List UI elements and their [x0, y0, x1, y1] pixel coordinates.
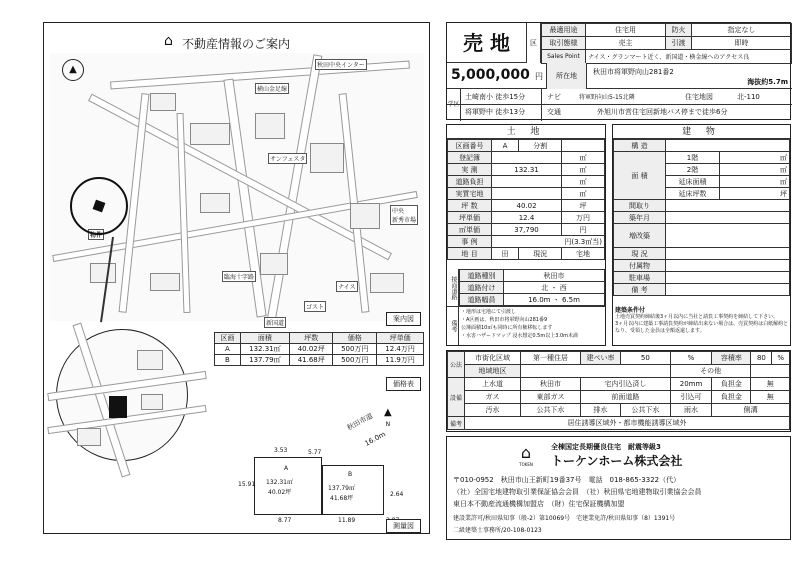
land-row	[448, 248, 605, 260]
kubun-label: 区	[527, 23, 541, 63]
land-row	[448, 176, 605, 188]
table-cell: 37,790	[492, 224, 562, 236]
table-cell: ガス	[465, 391, 521, 404]
price-header-row	[215, 333, 424, 344]
address-row	[547, 63, 792, 89]
price-col-kakaku: 価格	[333, 333, 377, 344]
table-row	[614, 152, 790, 164]
transport-label: 交通	[547, 108, 561, 116]
table-cell: 排水	[581, 404, 621, 417]
table-cell: 50	[621, 352, 671, 365]
table-row	[448, 352, 790, 365]
table-row	[542, 24, 792, 37]
lot-a-area: 132.31㎡	[266, 479, 293, 486]
table-row	[460, 294, 605, 306]
table-row	[448, 391, 790, 404]
table-cell: A	[492, 140, 519, 152]
table-cell: 増改築	[614, 224, 666, 248]
land-row	[448, 188, 605, 200]
table-cell: 区画番号	[448, 140, 492, 152]
table-cell: 備考	[448, 417, 465, 430]
price-cell: 41.68坪	[290, 355, 333, 366]
detail-map	[56, 329, 188, 461]
table-row	[614, 272, 790, 284]
survey-compass: ▲ N	[384, 407, 392, 428]
table-cell: 第一種住居	[521, 352, 581, 365]
value: 指定なし	[692, 24, 792, 37]
price-col-tanka: 坪単価	[377, 333, 424, 344]
school-2: 将軍野中 徒歩13分	[465, 108, 526, 116]
table-cell	[521, 365, 671, 378]
table-cell	[666, 224, 790, 248]
build-condition-text: 土地売買契約締結後3ヶ月以内に当社と請負工事契約を締結して下さい。	[615, 314, 779, 320]
table-cell: 事 例	[448, 236, 492, 248]
company-block	[446, 436, 791, 540]
table-cell	[666, 248, 790, 260]
table-row	[448, 378, 790, 391]
table-cell	[666, 272, 790, 284]
table-cell: ㎡	[562, 164, 605, 176]
table-cell: 秋田市	[504, 270, 605, 282]
land-row	[448, 152, 605, 164]
table-row	[542, 37, 792, 50]
price-col-menseki: 面積	[240, 333, 289, 344]
company-logo	[511, 443, 541, 469]
lot-b-name: B	[348, 471, 353, 478]
land-row	[448, 224, 605, 236]
table-row	[448, 417, 790, 430]
table-cell	[666, 140, 790, 152]
table-cell: 1階	[666, 152, 720, 164]
company-assoc-2: 東日本不動産流通機構加盟店 （財）住宅保証機構加盟	[453, 500, 625, 508]
price-cell: A	[215, 344, 241, 355]
table-cell: 40.02	[492, 200, 562, 212]
price-unit: 円	[535, 72, 543, 81]
table-cell: 公共下水	[621, 404, 671, 417]
label: 取引態様	[542, 37, 586, 50]
company-address: 〒010-0952 秋田市山王新町19番37号 電話 018-865-3322（代）	[453, 476, 681, 484]
table-cell: 円(3.3㎡当)	[492, 236, 605, 248]
land-title: 土 地	[447, 125, 605, 139]
map-label-ghost: ゴスト	[304, 301, 326, 312]
table-cell: 坪 数	[448, 200, 492, 212]
table-cell: 20mm	[670, 378, 712, 391]
map-label-road: 横山金足線	[255, 83, 289, 94]
price-value: 5,000,000	[451, 67, 530, 83]
price-cell: B	[215, 355, 241, 366]
lot-b-tsubo: 41.68坪	[330, 495, 354, 502]
table-cell: ㎡	[562, 152, 605, 164]
setsudo-block	[447, 269, 605, 307]
table-cell: 132.31	[492, 164, 562, 176]
table-cell	[666, 200, 790, 212]
setsudo-label: 接面道路	[447, 269, 459, 307]
table-cell: 負担金	[712, 378, 751, 391]
table-cell: 負担金	[712, 391, 751, 404]
company-name: トーケンホーム株式会社	[551, 454, 683, 468]
house-icon: ⌂	[164, 33, 173, 49]
table-cell: 延床面積	[666, 176, 720, 188]
table-cell: 汚水	[465, 404, 521, 417]
table-cell: 間取り	[614, 200, 666, 212]
label: Sales Point	[542, 50, 586, 64]
table-cell: 田	[492, 248, 519, 260]
land-row	[448, 140, 605, 152]
build-condition	[615, 307, 789, 345]
table-cell: ㎡	[720, 176, 790, 188]
table-cell: 雨水	[670, 404, 712, 417]
map-label-interchange: 秋田中央インター	[315, 59, 367, 70]
table-cell: 道路幅員	[460, 294, 504, 306]
value: 住宅用	[586, 24, 666, 37]
table-cell: 道路付け	[460, 282, 504, 294]
land-row	[448, 212, 605, 224]
gakku-label	[447, 89, 461, 121]
map-label-property: 物件	[88, 229, 104, 240]
table-cell: %	[772, 352, 790, 365]
company-license-2: 二級建築士事務所/20-108-0123	[453, 527, 542, 534]
build-condition-text: 3ヶ月以内に建築工事請負契約が締結出来ない場合は、売買契約は白紙解約となり、受領した金員は全額返還します。	[615, 321, 789, 334]
table-cell: 80	[751, 352, 772, 365]
table-cell: 円	[562, 224, 605, 236]
price-row	[215, 344, 424, 355]
table-cell: 無	[751, 378, 790, 391]
dim-label: 5.77	[308, 449, 322, 456]
table-row	[614, 224, 790, 248]
table-cell: 秋田市	[521, 378, 581, 391]
table-cell: ㎡	[562, 176, 605, 188]
price-box	[447, 63, 547, 89]
table-cell: %	[670, 352, 712, 365]
table-cell: 宅内引込済し	[581, 378, 671, 391]
table-cell: 16.0m ・ 6.5m	[504, 294, 605, 306]
table-cell: 公法	[448, 352, 465, 378]
map-label-market: 中央 新秀市場	[390, 205, 418, 225]
table-cell: 坪	[720, 188, 790, 200]
dim-label: 3.53	[274, 447, 288, 454]
table-cell: 備 考	[614, 284, 666, 296]
remark-line: ・水害ハザードマップ 浸水想定0.5m以上3.0m未満	[461, 333, 579, 339]
kouhou-table	[446, 350, 791, 432]
survey-road-width: 16.0m	[363, 430, 387, 448]
table-cell: 構 造	[614, 140, 666, 152]
dim-label: 15.91	[238, 481, 256, 488]
dim-label: 8.77	[278, 517, 292, 524]
table-cell: 12.4	[492, 212, 562, 224]
dim-label: 2.64	[390, 491, 404, 498]
map-title: 不動産情報のご案内	[182, 37, 291, 51]
value: 売主	[586, 37, 666, 50]
table-cell: 築年月	[614, 212, 666, 224]
address-label: 所在地	[547, 63, 587, 89]
table-cell: 面 積	[614, 152, 666, 200]
map-title-row	[164, 33, 364, 51]
table-cell: 北 ・ 西	[504, 282, 605, 294]
table-cell	[666, 260, 790, 272]
land-remarks-label: 備考	[447, 307, 459, 345]
school-1: 土崎南小 徒歩15分	[465, 93, 526, 101]
table-cell: 駐車場	[614, 272, 666, 284]
table-row	[614, 248, 790, 260]
table-cell	[492, 176, 562, 188]
lot-b-area: 137.79㎡	[328, 485, 355, 492]
label: 引渡	[666, 37, 692, 50]
table-row	[614, 284, 790, 296]
header-block	[446, 22, 791, 120]
value: 即時	[692, 37, 792, 50]
table-row	[460, 270, 605, 282]
company-license-1: 建設業許可/秋田県知事（般-2）第10069号 宅建業免許/秋田県知事（8）1391号	[453, 515, 676, 522]
table-row	[448, 365, 790, 378]
table-cell: 坪	[562, 200, 605, 212]
table-cell: 宅地	[562, 248, 605, 260]
table-row	[542, 50, 792, 64]
address-value: 秋田市将軍野向山281番2	[593, 68, 674, 76]
navi-value: 将軍野向山5-15北隣	[579, 94, 635, 101]
table-cell: 公共下水	[521, 404, 581, 417]
remark-line: ・地形は宅地にて引渡し	[461, 309, 517, 315]
land-row	[448, 236, 605, 248]
compass	[62, 59, 84, 81]
land-table	[446, 124, 606, 346]
table-cell: 東部ガス	[521, 391, 581, 404]
table-cell: 上水道	[465, 378, 521, 391]
sale-type: 売 地	[447, 23, 527, 63]
price-cell: 11.9万円	[377, 355, 424, 366]
table-row	[448, 404, 790, 417]
table-cell: 容積率	[712, 352, 751, 365]
label: 最適用途	[542, 24, 586, 37]
table-cell	[751, 365, 790, 378]
table-cell: 坪単価	[448, 212, 492, 224]
transport-value: 外旭川市営住宅回新地バス停まで徒歩6分	[597, 108, 728, 116]
map-label-junction: 臨海十字路	[222, 271, 256, 282]
table-cell: ㎡	[720, 164, 790, 176]
price-cell: 500万円	[333, 355, 377, 366]
company-badge: 全棟国定長期優良住宅 耐震等級3	[551, 443, 661, 451]
table-row	[614, 260, 790, 272]
table-cell: ㎡	[562, 188, 605, 200]
map-label-sunfesta: サンフェスタ	[268, 153, 307, 164]
price-cell: 500万円	[333, 344, 377, 355]
map-label-newroad: 新国道	[264, 317, 286, 328]
housing-map-value: 北-110	[737, 93, 760, 101]
housing-map-label: 住宅地図	[685, 93, 713, 101]
detail-property-block	[109, 396, 127, 418]
dim-label: 11.89	[338, 517, 356, 524]
map-tag: 案内図	[386, 312, 421, 326]
table-cell: 延床坪数	[666, 188, 720, 200]
building-title: 建 物	[613, 125, 790, 139]
price-cell: 137.79㎡	[240, 355, 289, 366]
map-panel	[43, 22, 430, 534]
price-tag: 価格表	[386, 377, 421, 391]
table-row	[614, 212, 790, 224]
table-cell: 市街化区域	[465, 352, 521, 365]
table-cell: ㎡単価	[448, 224, 492, 236]
sales-point: ナイス・グランマート近く、新国道・横金線へのアクセス良	[586, 50, 792, 64]
table-cell: ㎡	[720, 152, 790, 164]
table-row	[614, 200, 790, 212]
table-cell: 現況	[519, 248, 562, 260]
table-cell: 無	[751, 391, 790, 404]
navi-label: ナビ	[547, 93, 561, 101]
table-cell: 地域地区	[465, 365, 521, 378]
price-cell: 132.31㎡	[240, 344, 289, 355]
survey-drawing	[234, 407, 424, 531]
table-cell: 前面道路	[581, 391, 671, 404]
table-cell	[492, 188, 562, 200]
remark-line: 公簿面積10㎡も同時に所有権移転します	[461, 325, 553, 331]
table-cell: 現 況	[614, 248, 666, 260]
table-cell: 道路種別	[460, 270, 504, 282]
land-row	[448, 164, 605, 176]
lot-a-name: A	[284, 465, 289, 472]
north-arrow-icon: ▲	[69, 64, 77, 75]
table-cell: 建ぺい率	[581, 352, 621, 365]
house-logo-icon: ⌂	[520, 443, 532, 462]
survey-tag: 測量図	[386, 519, 421, 533]
table-cell: 実質宅地	[448, 188, 492, 200]
table-cell: 設備	[448, 378, 465, 417]
table-cell: 居住誘導区域外・都市機能誘導区域外	[465, 417, 790, 430]
price-table	[214, 332, 424, 366]
remark-line: ・A区画は、秋田市将軍野向山281番9	[461, 317, 548, 323]
land-row	[448, 200, 605, 212]
elevation: 海抜約5.7m	[747, 78, 788, 86]
table-cell: 道路負担	[448, 176, 492, 188]
land-remarks	[447, 307, 605, 345]
label: 防火	[666, 24, 692, 37]
table-cell	[666, 284, 790, 296]
map-label-nice: ナイス	[336, 281, 358, 292]
table-cell: 地 目	[448, 248, 492, 260]
price-col-tsubo: 坪数	[290, 333, 333, 344]
table-cell: 実 測	[448, 164, 492, 176]
company-assoc-1: （社）全国宅地建物取引業保証協会会員 （社）秋田県宅地建物取引業協会会員	[453, 488, 702, 496]
table-cell: 引込可	[670, 391, 712, 404]
building-table	[612, 124, 791, 346]
logo-subtext: TOKEN	[519, 462, 533, 467]
lot-a-tsubo: 40.02坪	[268, 489, 292, 496]
table-row	[460, 282, 605, 294]
table-cell: その他	[670, 365, 751, 378]
table-cell	[562, 140, 605, 152]
build-condition-label: 建築条件付	[615, 307, 646, 314]
table-cell	[492, 152, 562, 164]
price-cell: 12.4万円	[377, 344, 424, 355]
table-row	[614, 140, 790, 152]
table-cell: 側溝	[712, 404, 790, 417]
table-cell: 分割	[519, 140, 562, 152]
school-block	[447, 89, 792, 121]
table-cell: 付属物	[614, 260, 666, 272]
table-cell	[666, 212, 790, 224]
north-arrow-icon: ▲	[384, 407, 392, 418]
table-cell: 登記簿	[448, 152, 492, 164]
survey-road-label: 秋田市道	[345, 411, 375, 433]
table-cell: 万円	[562, 212, 605, 224]
price-cell: 40.02坪	[290, 344, 333, 355]
price-col-kukaku: 区画	[215, 333, 241, 344]
header-grid	[541, 23, 792, 64]
price-row	[215, 355, 424, 366]
table-cell: 2階	[666, 164, 720, 176]
